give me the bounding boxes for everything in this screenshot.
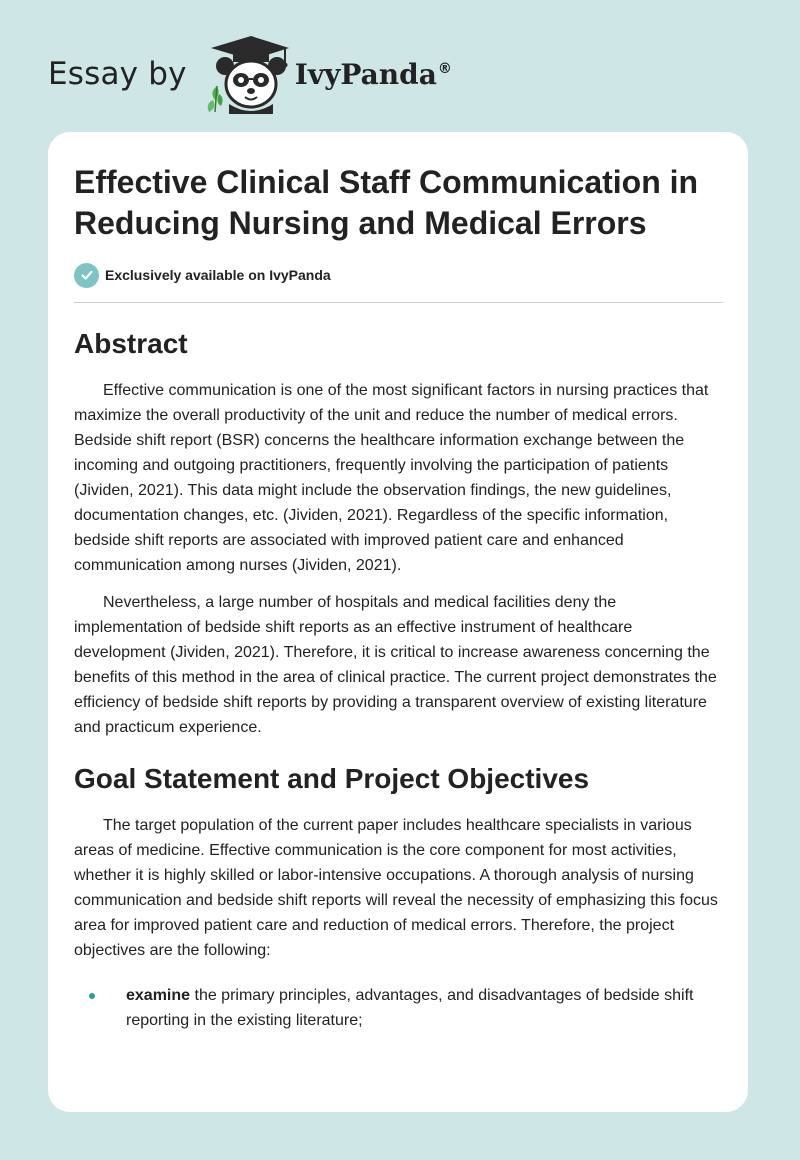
- exclusive-badge: [74, 262, 724, 288]
- section-heading-goal: Goal Statement and Project Objectives: [74, 763, 590, 794]
- essay-title: Effective Clinical Staff Communication in Reducing Nursing and Medical Errors: [74, 164, 699, 241]
- essay-content: [74, 162, 724, 1033]
- brand-prefix: Essay by: [48, 56, 187, 92]
- bullet-icon: [89, 993, 95, 999]
- objectives-list: [74, 983, 724, 1033]
- essay-card: [48, 132, 748, 1112]
- paragraph: Effective communication is one of the most significant factors in nursing practices that maximize the overall productivity of the unit and reduce the number of medical errors. Bedside shift report (BSR) concerns the healthcare information exchange between the incoming and outgoing practitioners, frequently involving the participation of patients (Jividen, 2021). This data might include the observation findings, the new guidelines, documentation changes, etc. (Jividen, 2021). Regardless of the specific information, bedside shift reports are associated with improved patient care and enhanced communication among nurses (Jividen, 2021).: [74, 382, 709, 574]
- panda-graduate-icon[interactable]: [201, 34, 293, 114]
- paragraph: The target population of the current paper includes healthcare specialists in various areas of medicine. Effective communication is the core component for most activities, whether it is highly skilled or labor-intensive occupations. A thorough analysis of nursing communication and bedside shift reports will reveal the necessity of emphasizing this focus area for improved patient care and reduction of medical errors. Therefore, the project objectives are the following:: [74, 817, 718, 959]
- brand-header: [48, 34, 452, 114]
- list-item-keyword: examine: [126, 987, 191, 1004]
- badge-label: Exclusively available on IvyPanda: [105, 267, 331, 283]
- paragraph: Nevertheless, a large number of hospitals and medical facilities deny the implementation of bedside shift reports as an effective instrument of healthcare development (Jividen, 2021). Therefore, it is critical to increase awareness concerning the benefits of this method in the area of clinical practice. The current project demonstrates the efficiency of bedside shift reports by providing a transparent overview of existing literature and practicum experience.: [74, 594, 717, 736]
- list-item-text: the primary principles, advantages, and disadvantages of bedside shift reporting in the existing literature;: [126, 987, 694, 1029]
- brand-name[interactable]: IvyPanda®: [294, 57, 452, 91]
- divider: [74, 302, 723, 303]
- list-item: [74, 983, 724, 1033]
- registered-mark: ®: [437, 61, 452, 78]
- check-icon: [74, 263, 99, 288]
- section-heading-abstract: Abstract: [74, 328, 188, 359]
